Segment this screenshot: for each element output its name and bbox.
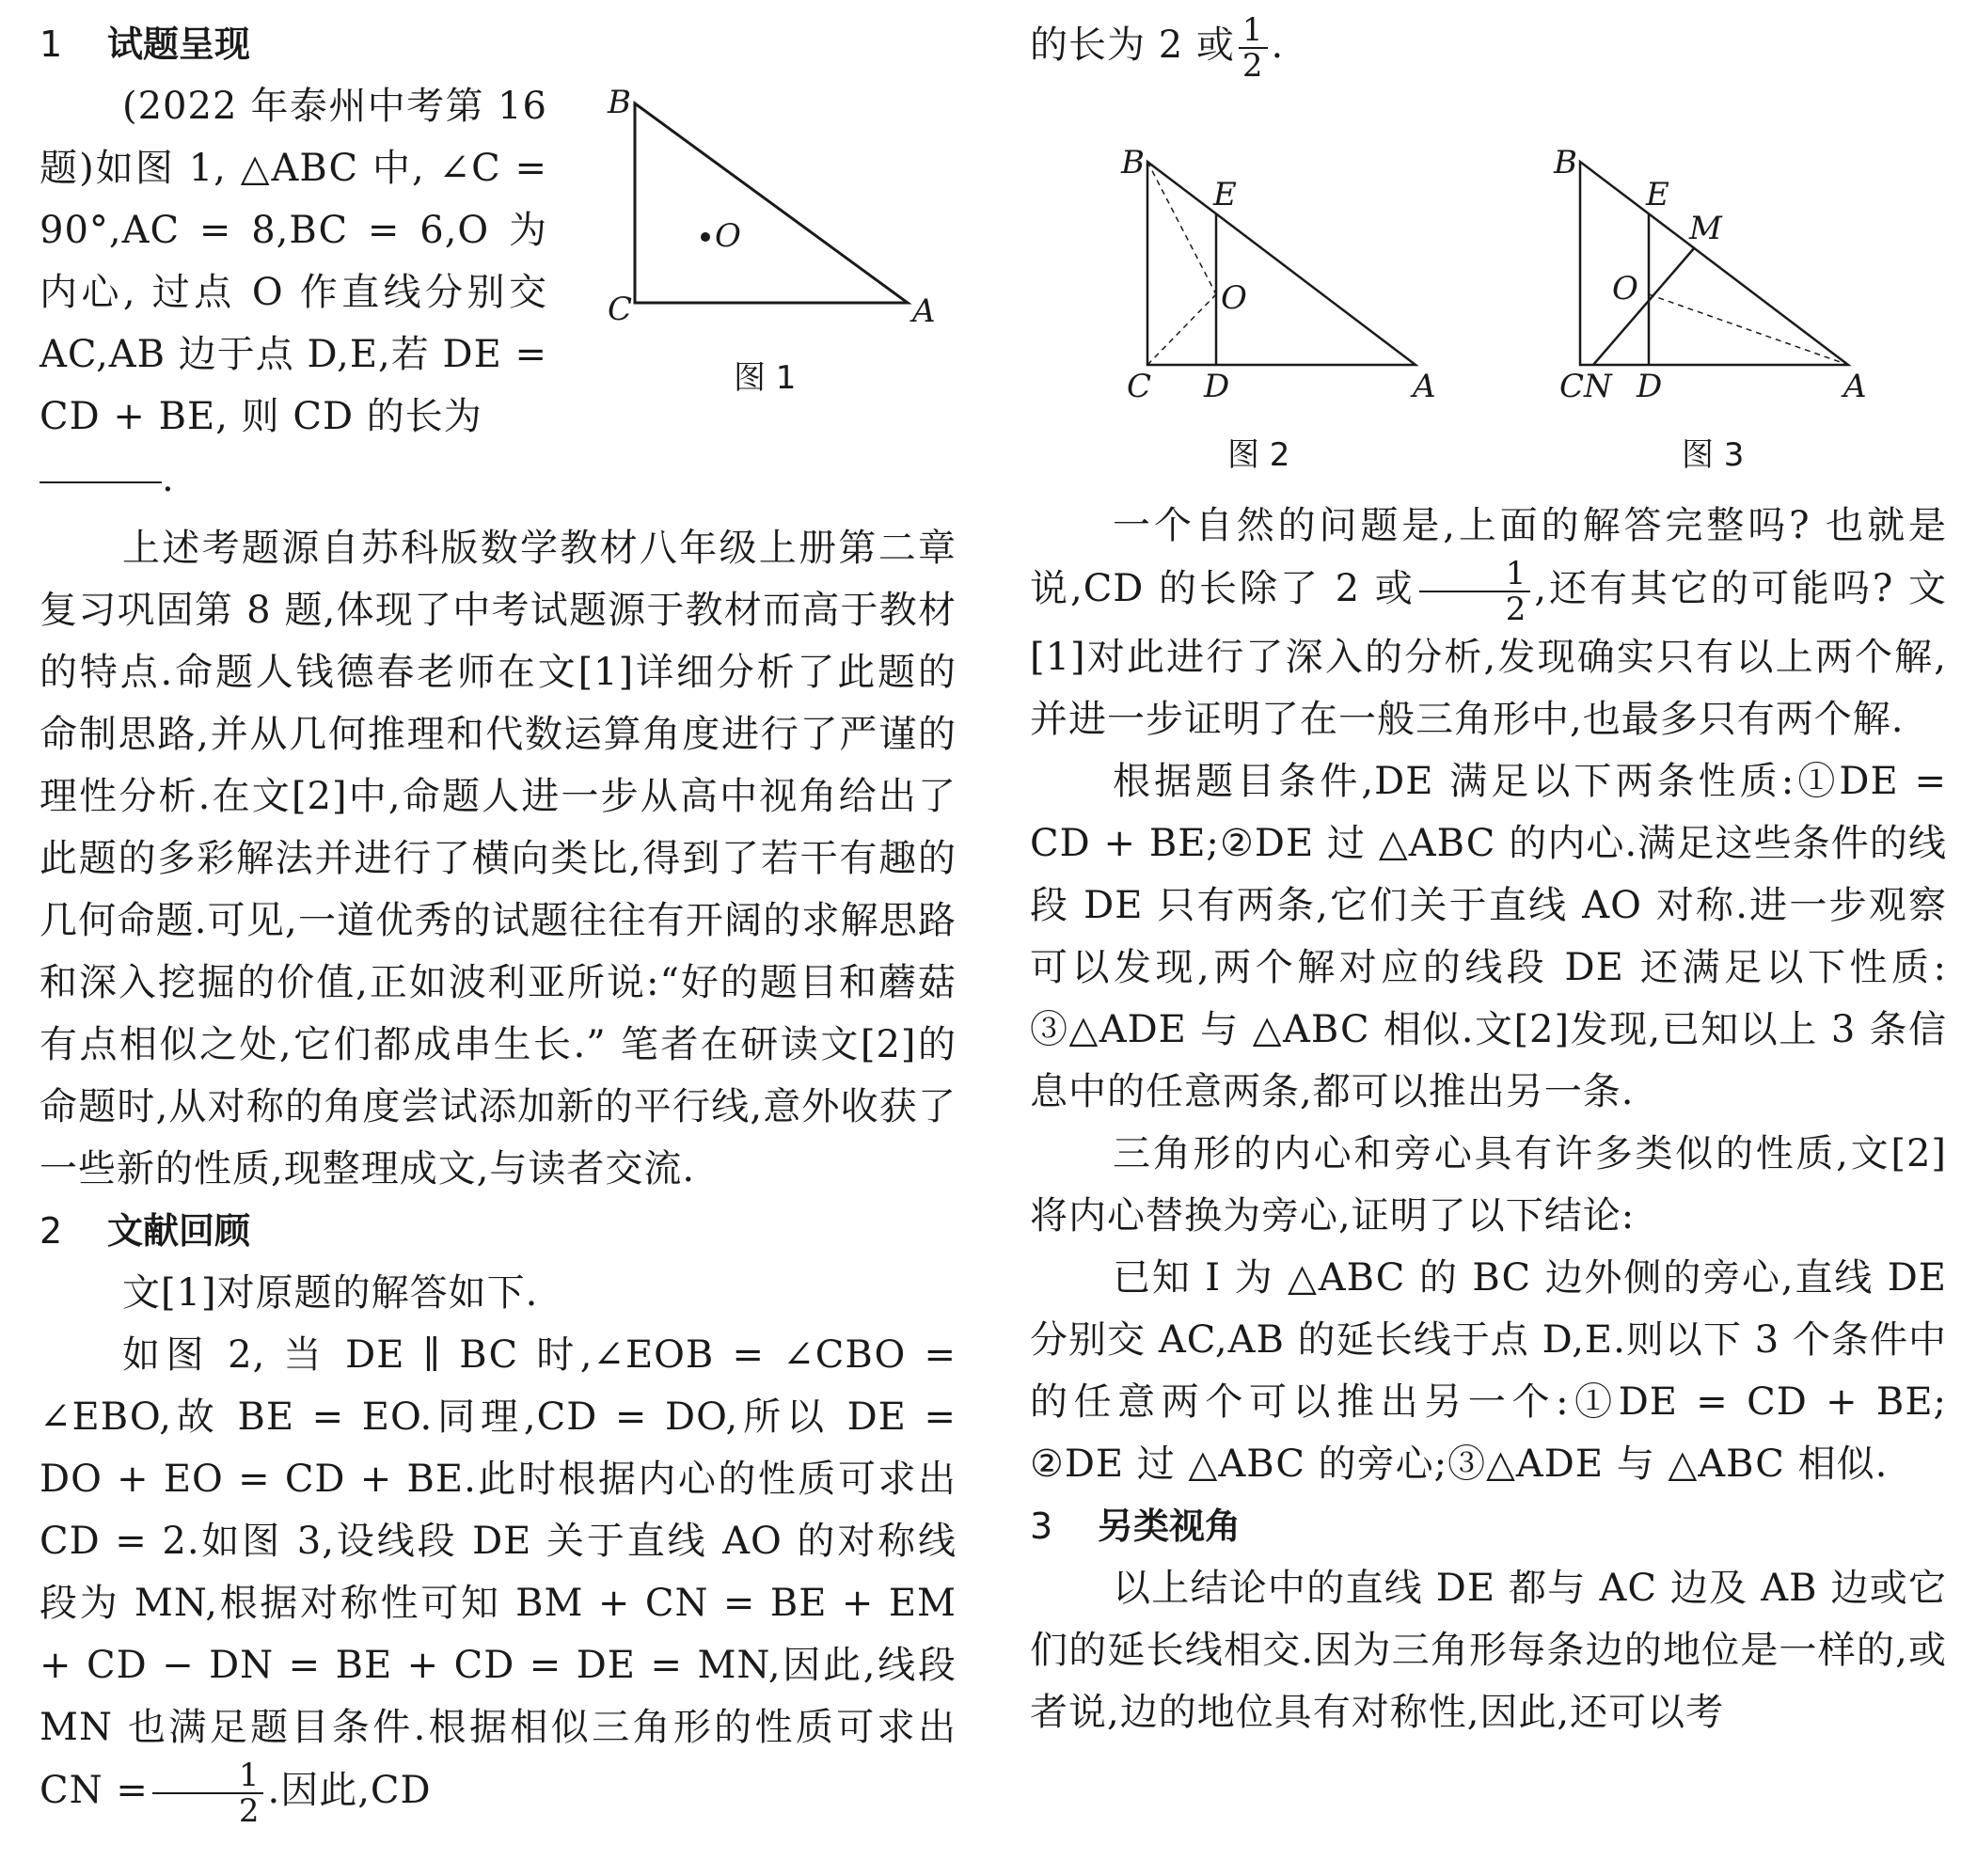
section-number: 2 [40, 1210, 63, 1252]
problem-text: (2022 年泰州中考第 16 题)如图 1, △ABC 中, ∠C = 90°,AC = 8,BC = 6,O 为内心, 过点 O 作直线分别交 AC,AB 边于点 D,E,若 DE = CD + BE, 则 CD 的长为 [40, 85, 547, 438]
triangle-abc [1147, 162, 1416, 365]
figure-1 [593, 85, 969, 404]
figure-3 [1542, 141, 1937, 480]
label-b: B [1121, 144, 1145, 181]
paragraph-excenter: 三角形的内心和旁心具有许多类似的性质,文[2]将内心替换为旁心,证明了以下结论: [1030, 1132, 1947, 1238]
label-o: O [1221, 279, 1247, 317]
label-c: C [608, 291, 633, 328]
paragraph-theorem: 已知 I 为 △ABC 的 BC 边外侧的旁心,直线 DE 分别交 AC,AB 的延长线于点 D,E.则以下 3 个条件中的任意两个可以推出另一个:①DE = CD + BE; ②DE 过 △ABC 的旁心;③△ADE 与 △ABC 相似. [1030, 1256, 1947, 1486]
label-cn: CN [1559, 368, 1612, 405]
section-2-heading [40, 1200, 957, 1262]
label-o: O [1612, 270, 1638, 307]
triangle-abc [635, 103, 908, 303]
label-e: E [1213, 176, 1237, 213]
incenter-point [701, 232, 710, 242]
problem-answer-blank: . [40, 448, 547, 510]
section-title: 文献回顾 [107, 1210, 251, 1252]
label-c: C [1127, 368, 1152, 405]
paragraph-source: 上述考题源自苏科版数学教材八年级上册第二章复习巩固第 8 题,体现了中考试题源于教材而高于教材的特点.命题人钱德春老师在文[1]详细分析了此题的命制思路,并从几何推理和代数运算角度进行了严谨的理性分析.在文[2]中,命题人进一步从高中视角给出了此题的多彩解法并进行了横向类比,得到了若干有趣的几何命题.可见,一道优秀的试题往往有开阔的求解思路和深入挖掘的价值,正如波利亚所说:“好的题目和蘑菇有点相似之处,它们都成串生长.” 笔者在研读文[2]的命题时,从对称的角度尝试添加新的平行线,意外收获了一些新的性质,现整理成文,与读者交流. [40, 527, 957, 1190]
label-m: M [1689, 210, 1722, 247]
paragraph-view: 以上结论中的直线 DE 都与 AC 边及 AB 边或它们的延长线相交.因为三角形每条边的地位是一样的,或者说,边的地位具有对称性,因此,还可以考 [1030, 1567, 1947, 1734]
figure-2-caption: 图 2 [1227, 436, 1290, 474]
label-d: D [1204, 368, 1230, 405]
section-number: 3 [1030, 1506, 1053, 1547]
section-1-heading [40, 13, 957, 75]
paragraph-literature-1: 文[1]对原题的解答如下. [122, 1271, 539, 1315]
answer-blank [40, 480, 162, 483]
section-title: 试题呈现 [107, 24, 251, 65]
section-3-heading [1030, 1495, 1947, 1557]
label-b: B [608, 85, 631, 121]
label-a: A [1413, 368, 1436, 405]
segment-oa-dashed [1649, 294, 1848, 365]
fraction-one-half: $\frac{1}{2}$ [152, 1758, 264, 1828]
paragraph-question: 一个自然的问题是,上面的解答完整吗? 也就是说,CD 的长除了 2 或 $\frac{1}{2}$ ,还有其它的可能吗? 文[1]对此进行了深入的分析,发现确实只有以上两个解,并进一步证明了在一般三角形中,也最多只有两个解. [1030, 504, 1948, 741]
segment-mn [1593, 247, 1695, 365]
label-a: A [1843, 368, 1867, 405]
figure-2 [1110, 141, 1477, 480]
segment-bo-dashed [1147, 162, 1216, 294]
label-o: O [715, 217, 741, 255]
paragraph-literature-2: 如图 2, 当 DE ∥ BC 时,∠EOB = ∠CBO = ∠EBO,故 BE = EO.同理,CD = DO,所以 DE = DO + EO = CD + BE.此时根据内心的性质可求出 CD = 2.如图 3,设线段 DE 关于直线 AO 的对称线段为 MN,根据对称性可知 BM + CN = BE + EM + CD − DN = BE + CD = DE = MN,因此,线段 MN 也满足题目条件.根据相似三角形的性质可求出 CN = $\frac{1}{2}$ .因此,CD [40, 1333, 957, 1830]
section-number: 1 [40, 24, 63, 65]
section-title: 另类视角 [1098, 1506, 1242, 1547]
figure-3-caption: 图 3 [1682, 436, 1745, 474]
fraction-one-half: $\frac{1}{2}$ [1239, 13, 1268, 83]
segment-co-dashed [1147, 294, 1216, 365]
label-e: E [1646, 176, 1669, 213]
label-b: B [1554, 144, 1577, 181]
paragraph-properties: 根据题目条件,DE 满足以下两条性质:①DE = CD + BE;②DE 过 △ABC 的内心.满足这些条件的线段 DE 只有两条,它们关于直线 AO 对称.进一步观察可以发现,两个解对应的线段 DE 还满足以下性质: ③△ADE 与 △ABC 相似.文[2]发现,已知以上 3 条信息中的任意两条,都可以推出另一条. [1030, 760, 1947, 1113]
answer-line: 的长为 2 或 $\frac{1}{2}$ . [1030, 11, 1285, 85]
figure-1-caption: 图 1 [734, 359, 797, 397]
label-a: A [912, 292, 936, 330]
label-d: D [1637, 368, 1663, 405]
fraction-one-half: $\frac{1}{2}$ [1419, 557, 1531, 626]
